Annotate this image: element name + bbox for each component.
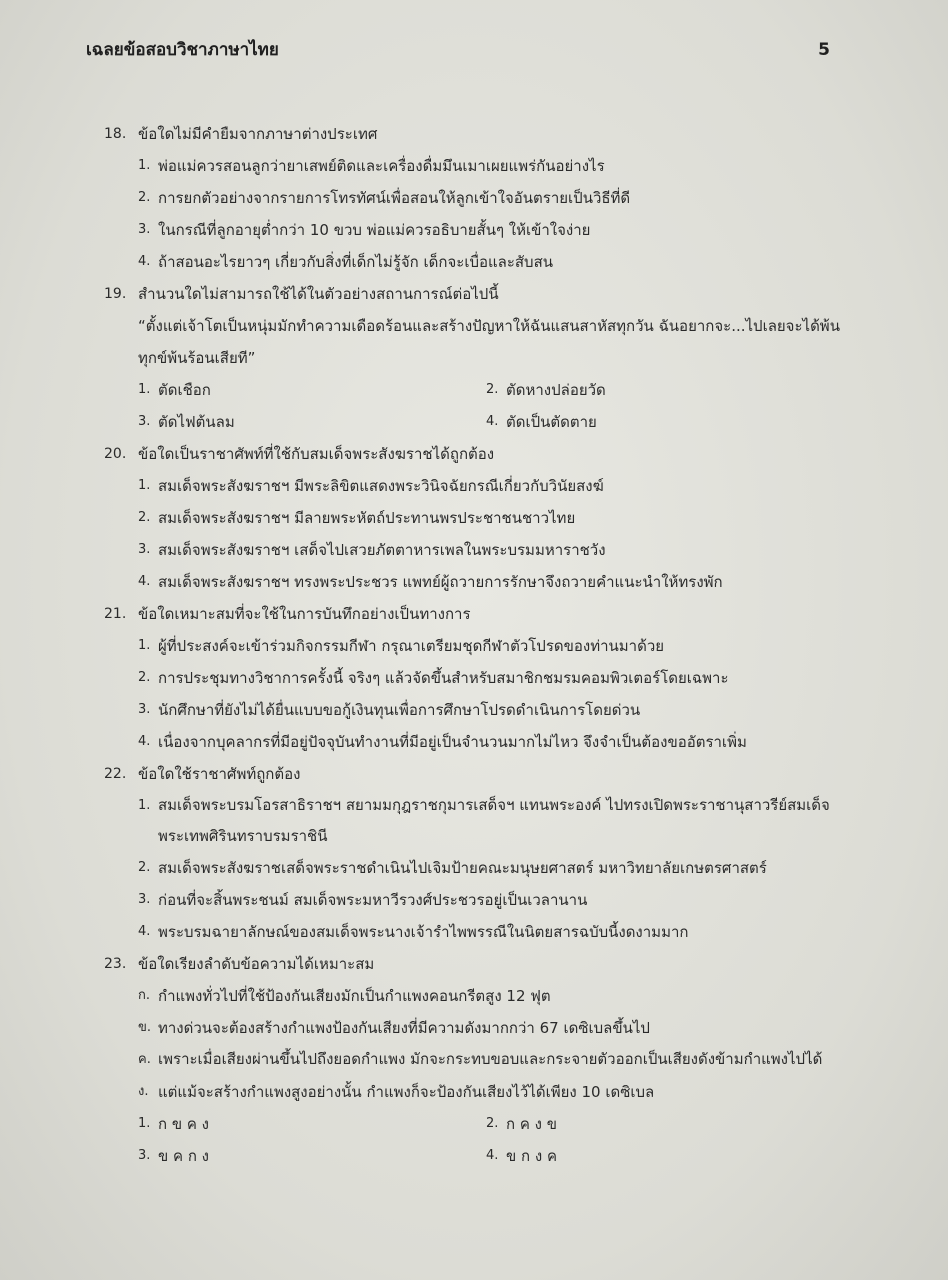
option-number: 3. <box>138 542 151 557</box>
option-number: 4. <box>486 414 499 429</box>
option-number: 4. <box>486 1148 499 1163</box>
question-22 <box>104 758 844 948</box>
option <box>138 662 844 694</box>
question-number: 21. <box>104 606 127 622</box>
option-text: ข ค ก ง <box>158 1147 209 1165</box>
option <box>138 694 844 726</box>
option-text: การยกตัวอย่างจากรายการโทรทัศน์เพื่อสอนให้ลูกเข้าใจอันตรายเป็นวิธีที่ดี <box>158 189 631 207</box>
question-text: ข้อใดไม่มีคำยืมจากภาษาต่างประเทศ <box>138 125 378 143</box>
statement-text: ทางด่วนจะต้องสร้างกำแพงป้องกันเสียงที่มีความดังมากกว่า 67 เดซิเบลขึ้นไป <box>158 1019 650 1037</box>
option-number: 2. <box>138 670 151 685</box>
option <box>486 374 844 406</box>
statement-letter: ค. <box>138 1052 151 1067</box>
option-number: 3. <box>138 1148 151 1163</box>
option <box>138 1108 486 1140</box>
option <box>138 790 844 852</box>
question-text: ข้อใดเหมาะสมที่จะใช้ในการบันทึกอย่างเป็นทางการ <box>138 605 471 623</box>
statement-letter: ข. <box>138 1020 152 1035</box>
statement <box>138 1012 844 1044</box>
question-21 <box>104 598 844 758</box>
option <box>138 534 844 566</box>
option <box>138 406 486 438</box>
option-number: 1. <box>138 638 151 653</box>
statement <box>138 1044 844 1076</box>
option-number: 2. <box>138 190 151 205</box>
option-text: สมเด็จพระสังฆราชฯ ทรงพระประชวร แพทย์ผู้ถวายการรักษาจึงถวายคำแนะนำให้ทรงพัก <box>158 573 723 591</box>
option <box>138 502 844 534</box>
option-number: 2. <box>486 1116 499 1131</box>
option-number: 3. <box>138 222 151 237</box>
option <box>486 406 844 438</box>
option <box>138 916 844 948</box>
questions-content <box>104 118 844 1172</box>
option-number: 4. <box>138 574 151 589</box>
option <box>138 566 844 598</box>
option <box>138 214 844 246</box>
option <box>138 726 844 758</box>
question-18 <box>104 118 844 278</box>
option-number: 3. <box>138 414 151 429</box>
option <box>138 182 844 214</box>
page-header <box>86 36 830 63</box>
option <box>138 852 844 884</box>
option <box>486 1108 844 1140</box>
option-text: ตัดเชือก <box>158 381 211 399</box>
page-number: 5 <box>818 40 830 60</box>
option-text: สมเด็จพระสังฆราชฯ มีพระลิขิตแสดงพระวินิจฉัยกรณีเกี่ยวกับวินัยสงฆ์ <box>158 477 604 495</box>
option <box>138 150 844 182</box>
option-text: ก ข ค ง <box>158 1115 209 1133</box>
option-text: นักศึกษาที่ยังไม่ได้ยื่นแบบขอกู้เงินทุนเพื่อการศึกษาโปรดดำเนินการโดยด่วน <box>158 701 641 719</box>
statement <box>138 1076 844 1108</box>
option-text: สมเด็จพระสังฆราชเสด็จพระราชดำเนินไปเจิมป้ายคณะมนุษยศาสตร์ มหาวิทยาลัยเกษตรศาสตร์ <box>158 859 767 877</box>
option <box>138 374 486 406</box>
option-text: พ่อแม่ควรสอนลูกว่ายาเสพย์ติดและเครื่องดื่มมึนเมาเผยแพร่กันอย่างไร <box>158 157 605 175</box>
statement-text: กำแพงทั่วไปที่ใช้ป้องกันเสียงมักเป็นกำแพงคอนกรีตสูง 12 ฟุต <box>158 987 551 1005</box>
option-text: พระบรมฉายาลักษณ์ของสมเด็จพระนางเจ้ารำไพพรรณีในนิตยสารฉบับนี้งดงามมาก <box>158 923 689 941</box>
question-number: 23. <box>104 956 127 972</box>
option-text: สมเด็จพระสังฆราชฯ เสด็จไปเสวยภัตตาหารเพลในพระบรมมหาราชวัง <box>158 541 606 559</box>
statement <box>138 980 844 1012</box>
statement-letter: ง. <box>138 1084 149 1099</box>
question-23 <box>104 948 844 1172</box>
question-20 <box>104 438 844 598</box>
option-number: 1. <box>138 478 151 493</box>
option <box>486 1140 844 1172</box>
option-number: 2. <box>486 382 499 397</box>
option-number: 1. <box>138 382 151 397</box>
option-text: การประชุมทางวิชาการครั้งนี้ จริงๆ แล้วจัดขึ้นสำหรับสมาชิกชมรมคอมพิวเตอร์โดยเฉพาะ <box>158 669 729 687</box>
option-text: ในกรณีที่ลูกอายุต่ำกว่า 10 ขวบ พ่อแม่ควรอธิบายสั้นๆ ให้เข้าใจง่าย <box>158 221 591 239</box>
option-number: 2. <box>138 860 151 875</box>
header-title: เฉลยข้อสอบวิชาภาษาไทย <box>86 40 279 60</box>
option-text: ก ค ง ข <box>506 1115 557 1133</box>
option-text: ก่อนที่จะสิ้นพระชนม์ สมเด็จพระมหาวีรวงศ์ประชวรอยู่เป็นเวลานาน <box>158 891 588 909</box>
statement-text: เพราะเมื่อเสียงผ่านขึ้นไปถึงยอดกำแพง มักจะกระทบขอบและกระจายตัวออกเป็นเสียงดังข้ามกำแพงไปได้ <box>158 1050 823 1068</box>
option-number: 4. <box>138 734 151 749</box>
question-number: 19. <box>104 286 127 302</box>
option <box>138 630 844 662</box>
question-text: ข้อใดเป็นราชาศัพท์ที่ใช้กับสมเด็จพระสังฆราชได้ถูกต้อง <box>138 445 495 463</box>
option-number: 1. <box>138 158 151 173</box>
option-text: เนื่องจากบุคลากรที่มีอยู่ปัจจุบันทำงานที่มีอยู่เป็นจำนวนมากไม่ไหว จึงจำเป็นต้องขออัตราเพิ่ม <box>158 733 747 751</box>
question-19 <box>104 278 844 438</box>
option-text: ตัดหางปล่อยวัด <box>506 381 606 399</box>
option-text: ตัดไฟต้นลม <box>158 413 235 431</box>
option-text: ตัดเป็นตัดตาย <box>506 413 597 431</box>
option-number: 1. <box>138 1116 151 1131</box>
option-text: สมเด็จพระบรมโอรสาธิราชฯ สยามมกุฎราชกุมารเสด็จฯ แทนพระองค์ ไปทรงเปิดพระราชานุสาวรีย์สมเด็จพระเทพศิรินทราบรมราชินี <box>158 796 830 845</box>
question-number: 22. <box>104 766 127 782</box>
question-quote: “ตั้งแต่เจ้าโตเป็นหนุ่มมักทำความเดือดร้อนและสร้างปัญหาให้ฉันแสนสาหัสทุกวัน ฉันอยากจะ...ไปเลยจะได้พ้นทุกข์พ้นร้อนเสียที” <box>138 317 840 367</box>
question-number: 20. <box>104 446 127 462</box>
question-text: สำนวนใดไม่สามารถใช้ได้ในตัวอย่างสถานการณ์ต่อไปนี้ <box>138 285 499 303</box>
option-number: 3. <box>138 892 151 907</box>
option-number: 4. <box>138 924 151 939</box>
question-text: ข้อใดเรียงลำดับข้อความได้เหมาะสม <box>138 955 375 973</box>
option-text: ข ก ง ค <box>506 1147 557 1165</box>
option <box>138 470 844 502</box>
option-number: 2. <box>138 510 151 525</box>
option-text: สมเด็จพระสังฆราชฯ มีลายพระหัตถ์ประทานพรประชาชนชาวไทย <box>158 509 576 527</box>
option <box>138 884 844 916</box>
option-number: 4. <box>138 254 151 269</box>
statement-text: แต่แม้จะสร้างกำแพงสูงอย่างนั้น กำแพงก็จะป้องกันเสียงไว้ได้เพียง 10 เดซิเบล <box>158 1083 655 1101</box>
statement-letter: ก. <box>138 988 151 1003</box>
question-number: 18. <box>104 126 127 142</box>
option-number: 3. <box>138 702 151 717</box>
question-text: ข้อใดใช้ราชาศัพท์ถูกต้อง <box>138 765 301 783</box>
option-text: ผู้ที่ประสงค์จะเข้าร่วมกิจกรรมกีฬา กรุณาเตรียมชุดกีฬาตัวโปรดของท่านมาด้วย <box>158 637 665 655</box>
option-text: ถ้าสอนอะไรยาวๆ เกี่ยวกับสิ่งที่เด็กไม่รู้จัก เด็กจะเบื่อและสับสน <box>158 253 553 271</box>
option-number: 1. <box>138 798 151 813</box>
option <box>138 246 844 278</box>
option <box>138 1140 486 1172</box>
